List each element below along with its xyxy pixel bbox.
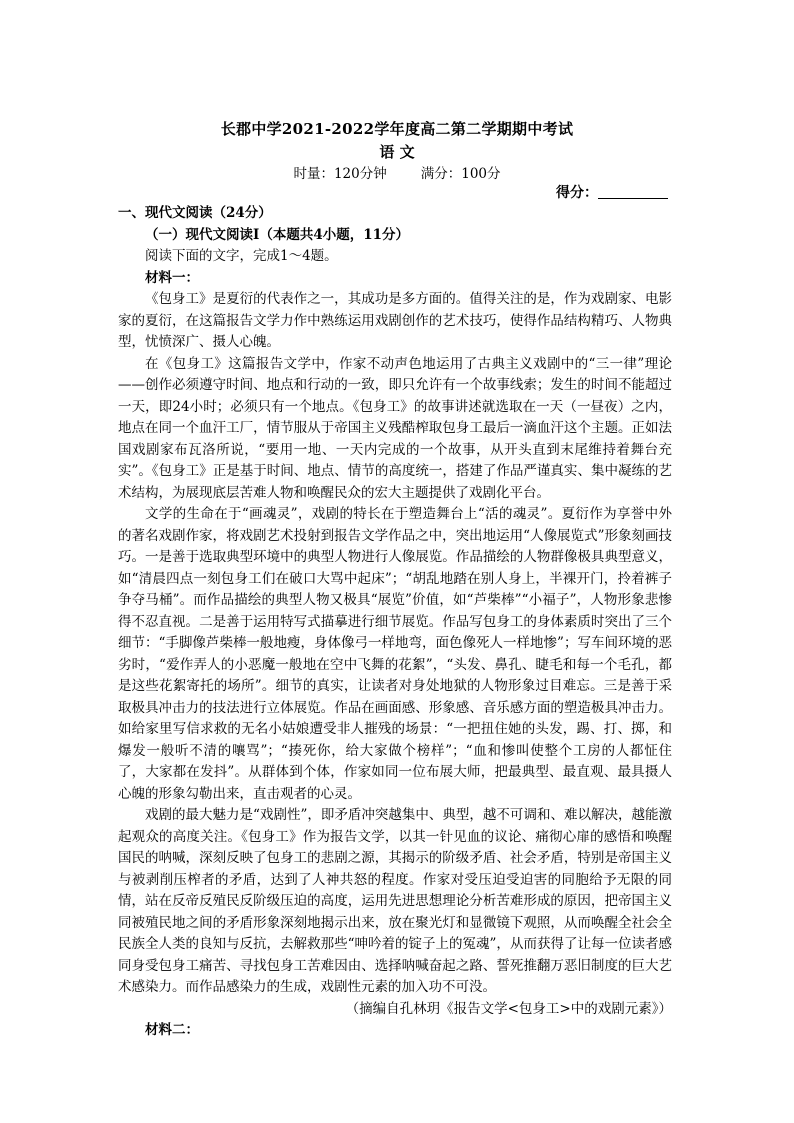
paragraph: 在《包身工》这篇报告文学中，作家不动声色地运用了古典主义戏剧中的“三一律”理论——创作必须遵守时间、地点和行动的一致，即只允许有一个故事线索；发生的时间不能超过一天，即24小时；必须只有一个地点。《包身工》的故事讲述就选取在一天（一昼夜）之内，地点在同一个血汗工厂，情节服从于帝国主义残酷榨取包身工最后一滴血汗这个主题。正如法国戏剧家布瓦洛所说，“要用一地、一天内完成的一个故事，从开头直到末尾维持着舞台充实”。《包身工》正是基于时间、地点、情节的高度统一，搭建了作品严谨真实、集中凝练的艺术结构，为展现底层苦难人物和唤醒民众的宏大主题提供了戏剧化平台。: [118, 355, 672, 501]
score-field: [556, 182, 668, 202]
reading-section: [118, 203, 672, 1042]
subsection-heading: （一）现代文阅读Ⅰ（本题共4小题，11分）: [145, 226, 409, 243]
full-score: 满分：100分: [420, 166, 501, 182]
instruction-text: 阅读下面的文字，完成1～4题。: [145, 248, 338, 264]
paragraph: 文学的生命在于“画魂灵”，戏剧的特长在于塑造舞台上“活的魂灵”。夏衍作为享誉中外的著名戏剧作家，将戏剧艺术投射到报告文学作品之中，突出地运用“人像展览式”形象刻画技巧。一是善于选取典型环境中的典型人物进行人像展览。作品描绘的人物群像极具典型意义，如“清晨四点一刻包身工们在破口大骂中起床”；“胡乱地踏在别人身上，半裸开门，拎着裤子争夺马桶”。而作品描绘的典型人物又极具“展览”价值，如“芦柴棒”“小福子”，人物形象悲惨得不忍直视。二是善于运用特写式描摹进行细节展览。作品写包身工的身体素质时突出了三个细节：“手脚像芦柴棒一般地瘦，身体像弓一样地弯，面色像死人一样地惨”；写车间环境的恶劣时，“爱作弄人的小恶魔一般地在空中飞舞的花絮”，“头发、鼻孔、睫毛和每一个毛孔，都是这些花絮寄托的场所”。细节的真实，让读者对身处地狱的人物形象过目难忘。三是善于采取极具冲击力的技法进行立体展览。作品在画面感、形象感、音乐感方面的塑造极具冲击力。如给家里写信求救的无名小姑娘遭受非人摧残的场景：“一把扭住她的头发，踢、打、掷，和爆发一般听不清的嚷骂”；“揍死你，给大家做个榜样”；“血和惨叫使整个工房的人都怔住了，大家都在发抖”。从群体到个体，作家如同一位布展大师，把最典型、最直观、最具摄人心魄的形象勾勒出来，直击观者的心灵。: [118, 506, 672, 802]
subject-title: 语 文: [379, 143, 415, 161]
exam-title: 长郡中学2021-2022学年度高二第二学期期中考试: [220, 120, 574, 138]
section-heading: 一、现代文阅读（24分）: [118, 205, 272, 221]
material-two-label: 材料二：: [145, 1022, 199, 1038]
material-one-label: 材料一：: [145, 269, 199, 286]
score-blank[interactable]: [598, 184, 668, 199]
source-citation: （摘编自孔林玥《报告文学<包身工>中的戏剧元素》）: [345, 1000, 672, 1017]
paragraph: 《包身工》是夏衍的代表作之一，其成功是多方面的。值得关注的是，作为戏剧家、电影家的夏衍，在这篇报告文学力作中熟练运用戏剧创作的艺术技巧，使得作品结构精巧、人物典型，忧愤深广、摄人心魄。: [118, 291, 672, 350]
paragraph: 戏剧的最大魅力是“戏剧性”，即矛盾冲突越集中、典型，越不可调和、难以解决，越能激起观众的高度关注。《包身工》作为报告文学，以其一针见血的议论、痛彻心扉的感悟和唤醒国民的呐喊，深刻反映了包身工的悲剧之源，其揭示的阶级矛盾、社会矛盾，特别是帝国主义与被剥削压榨者的矛盾，达到了人神共怒的程度。作家对受压迫受迫害的同胞给予无限的同情，站在反帝反殖民反阶级压迫的高度，运用先进思想理论分析苦难形成的原因，把帝国主义同被殖民地之间的矛盾形象深刻地揭示出来，放在聚光灯和显微镜下观照，从而唤醒全社会全民族全人类的良知与反抗，去解救那些“呻吟着的锭子上的冤魂”，从而获得了让每一位读者感同身受包身工痛苦、寻找包身工苦难因由、选择呐喊奋起之路、誓死推翻万恶旧制度的巨大艺术感染力。而作品感染力的生成，戏剧性元素的加入功不可没。: [118, 807, 672, 995]
score-label: 得分：: [556, 185, 598, 201]
exam-meta: [0, 162, 794, 182]
time-limit: 时量：120分钟: [293, 166, 387, 182]
